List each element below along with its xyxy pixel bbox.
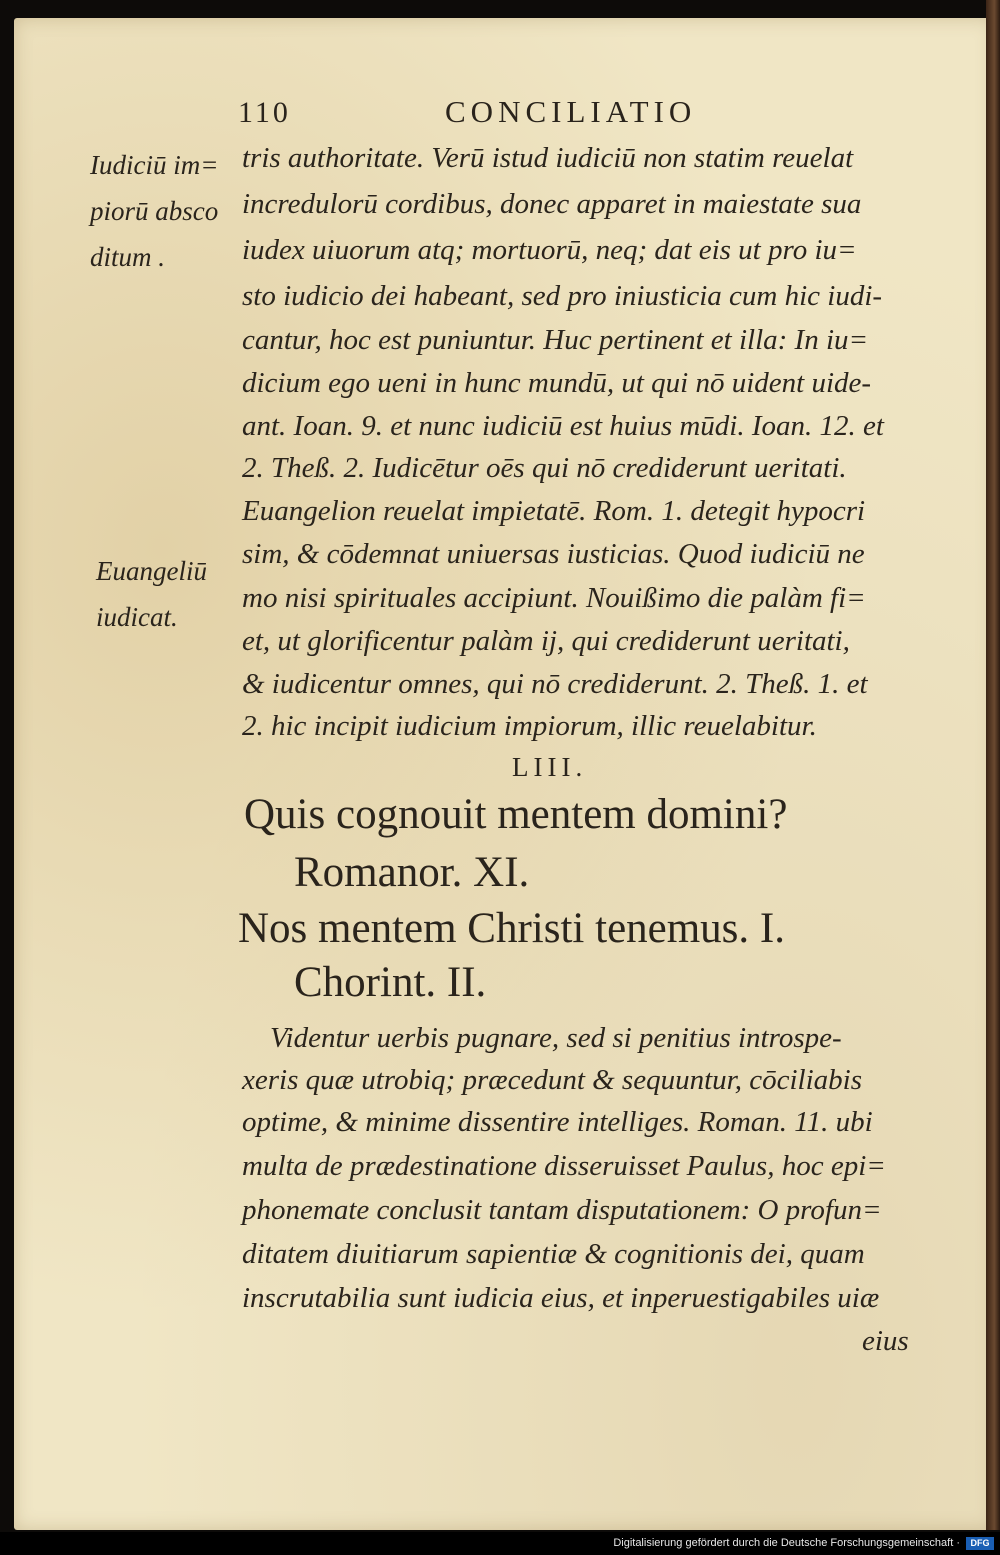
margin-note-line: Iudiciū im= (90, 150, 219, 180)
section-number: LIII. (512, 752, 588, 782)
body-line: ant. Ioan. 9. et nunc iudiciū est huius mūdi. Ioan. 12. et (242, 410, 884, 442)
catchword: eius (862, 1325, 909, 1357)
digitization-credit: Digitalisierung gefördert durch die Deutsche Forschungsgemeinschaft · (613, 1537, 960, 1549)
body-line: sim, & cōdemnat uniuersas iusticias. Quod iudiciū ne (242, 538, 865, 570)
body-line: cantur, hoc est puniuntur. Huc pertinent et illa: In iu= (242, 324, 869, 356)
body-line: 2. Theß. 2. Iudicētur oēs qui nō crediderunt ueritati. (242, 452, 847, 484)
body-line: 2. hic incipit iudicium impiorum, illic reuelabitur. (242, 710, 817, 742)
heading-line: Romanor. XI. (294, 849, 530, 896)
body-line: incredulorū cordibus, donec apparet in maiestate sua (242, 188, 862, 220)
dfg-logo: DFG (966, 1537, 994, 1550)
body-line: inscrutabilia sunt iudicia eius, et inperuestigabiles uiæ (242, 1282, 880, 1314)
heading-line: Nos mentem Christi tenemus. I. (238, 905, 785, 952)
body-line: ditatem diuitiarum sapientiæ & cognitionis dei, quam (242, 1238, 865, 1270)
margin-note-line: Euangeliū (96, 556, 207, 586)
body-line: multa de prædestinatione disseruisset Paulus, hoc epi= (242, 1150, 886, 1182)
margin-note-line: piorū absco (90, 196, 219, 226)
body-line: iudex uiuorum atq; mortuorū, neq; dat eis ut pro iu= (242, 234, 857, 266)
body-line: Videntur uerbis pugnare, sed si penitius introspe- (270, 1022, 842, 1054)
margin-note-1 (90, 142, 218, 280)
body-line: mo nisi spirituales accipiunt. Nouißimo die palàm fi= (242, 582, 866, 614)
body-line: Euangelion reuelat impietatē. Rom. 1. detegit hypocri (242, 495, 866, 527)
body-line: & iudicentur omnes, qui nō crediderunt. 2. Theß. 1. et (242, 668, 868, 700)
body-line: et, ut glorificentur palàm ij, qui crediderunt ueritati, (242, 625, 850, 657)
margin-note-line: ditum . (90, 242, 166, 272)
body-line: phonemate conclusit tantam disputationem: O profun= (242, 1194, 882, 1226)
heading-line: Chorint. II. (294, 959, 487, 1006)
body-line: dicium ego ueni in hunc mundū, ut qui nō uident uide- (242, 367, 872, 399)
book-edge (986, 0, 1000, 1530)
body-line: xeris quæ utrobiq; præcedunt & sequuntur, cōciliabis (242, 1064, 862, 1096)
page-number: 110 (238, 96, 291, 129)
body-line: tris authoritate. Verū istud iudiciū non statim reuelat (242, 142, 854, 174)
margin-note-2 (96, 548, 207, 640)
margin-note-line: iudicat. (96, 602, 178, 632)
body-line: optime, & minime dissentire intelliges. Roman. 11. ubi (242, 1106, 873, 1138)
body-line: sto iudicio dei habeant, sed pro iniusticia cum hic iudi- (242, 280, 883, 312)
heading-line: Quis cognouit mentem domini? (244, 791, 788, 838)
running-head: CONCILIATIO (445, 94, 697, 129)
